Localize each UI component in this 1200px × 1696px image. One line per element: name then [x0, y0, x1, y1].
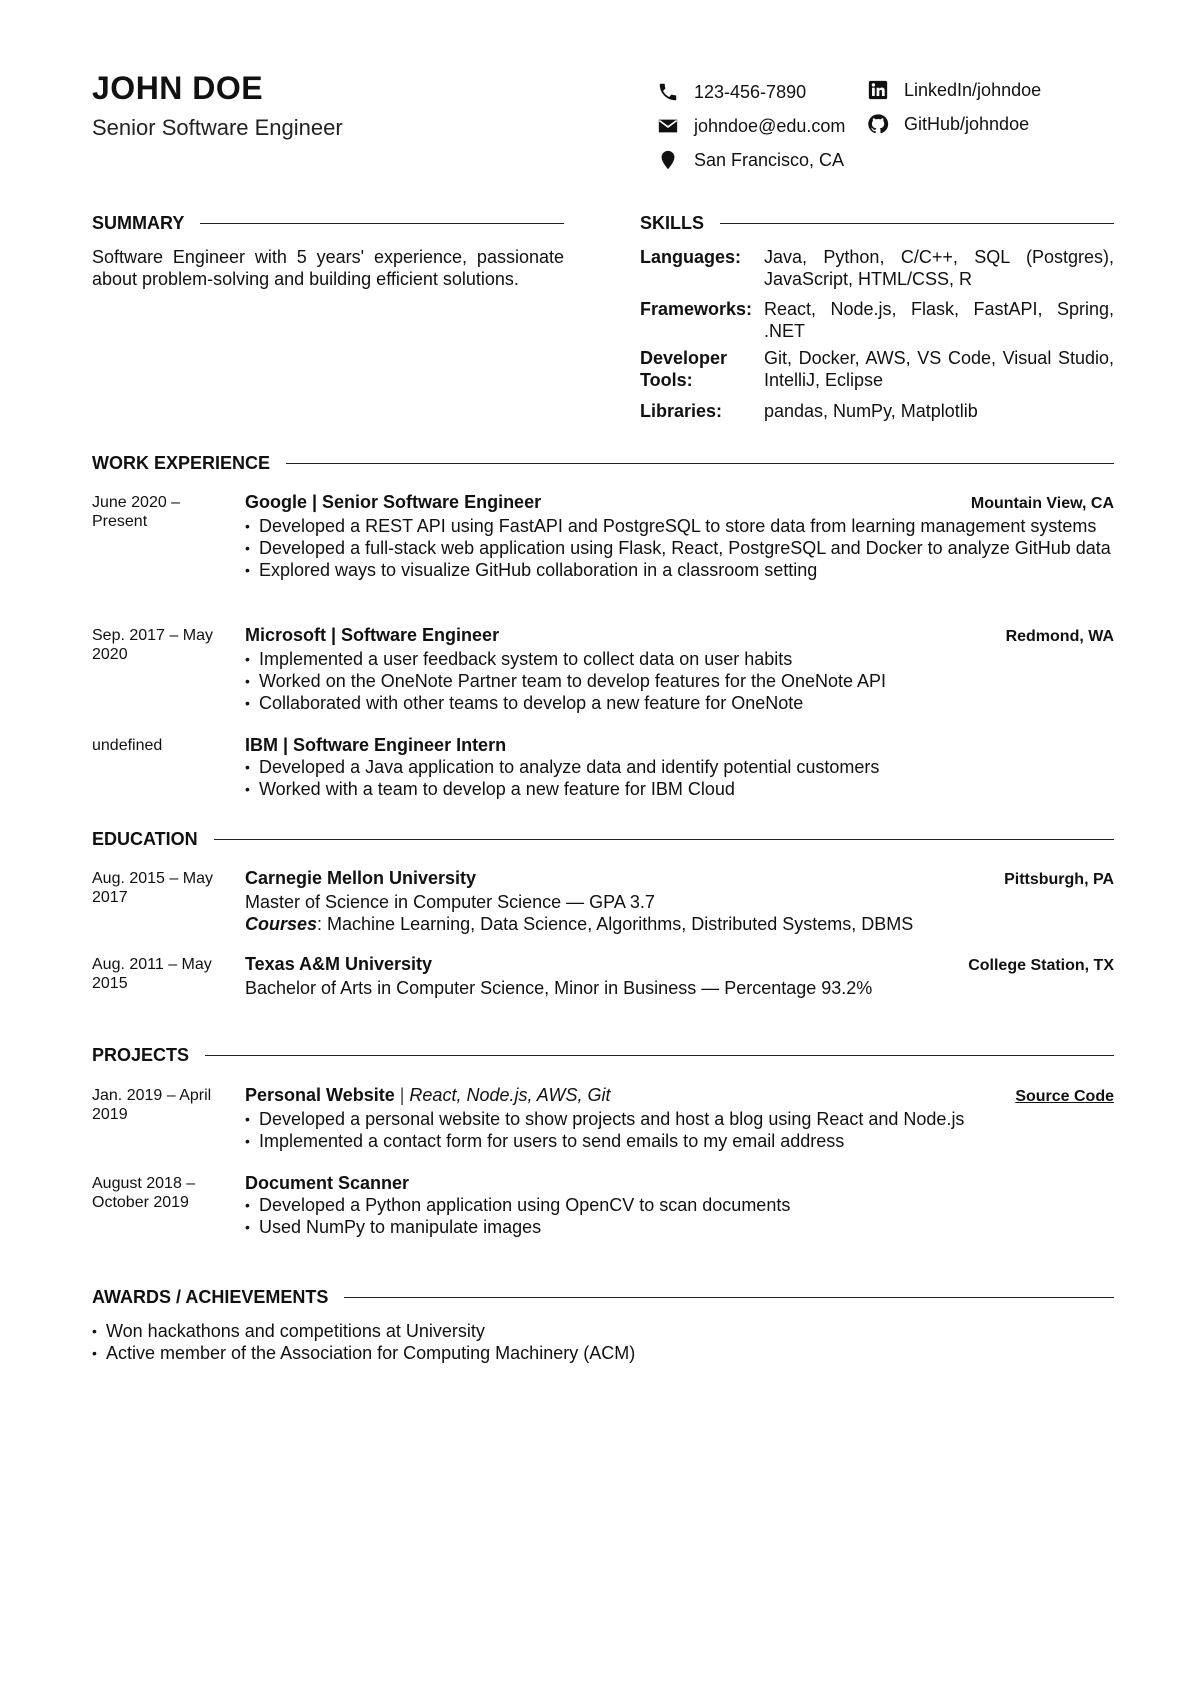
project-title: Document Scanner: [245, 1173, 410, 1193]
entry-location: Mountain View, CA: [970, 495, 1114, 512]
project-title: Personal Website: [245, 1085, 395, 1105]
bullet-item: • Developed a full-stack web application using Flask, React, PostgreSQL and Docker to analyze GitHub data: [245, 537, 1114, 559]
entry-date: undefined: [92, 737, 163, 754]
candidate-name: JOHN DOE: [92, 70, 264, 106]
entry-title: Microsoft | Software Engineer: [245, 625, 500, 645]
entry-title: Google | Senior Software Engineer: [245, 492, 542, 512]
skill-value: Java, Python, C/C++, SQL (Postgres), JavaScript, HTML/CSS, R: [764, 247, 1114, 289]
bullet-list: [245, 515, 1114, 581]
entry-body: [245, 734, 1114, 800]
bullet-list: [245, 648, 1114, 714]
entry-date: August 2018 – October 2019: [92, 1175, 196, 1211]
skills-heading-label: SKILLS: [640, 213, 705, 233]
linkedin-icon: [866, 78, 890, 102]
courses-line: [245, 913, 1114, 935]
divider: [344, 1297, 1114, 1298]
bullet-item: • Developed a REST API using FastAPI and PostgreSQL to store data from learning management systems: [245, 515, 1114, 537]
divider: [720, 223, 1114, 224]
bullet-item: • Used NumPy to manipulate images: [245, 1216, 1114, 1238]
entry-date: June 2020 – Present: [92, 494, 181, 530]
skill-label: Developer Tools:: [640, 348, 728, 390]
github-icon: [866, 112, 890, 136]
degree-text: Bachelor of Arts in Computer Science, Minor in Business — Percentage 93.2%: [245, 978, 873, 998]
work-heading: [92, 453, 1114, 474]
entry-body: [245, 624, 1114, 714]
bullet-item: • Collaborated with other teams to develop a new feature for OneNote: [245, 692, 1114, 714]
skill-row-libraries: [640, 400, 1114, 422]
projects-heading-label: PROJECTS: [92, 1045, 190, 1065]
location-text: San Francisco, CA: [694, 149, 845, 170]
bullet-item: • Developed a personal website to show projects and host a blog using React and Node.js: [245, 1108, 1114, 1130]
divider: [205, 1055, 1114, 1056]
school-name: Texas A&M University: [245, 954, 433, 974]
email-text: johndoe@edu.com: [694, 115, 846, 136]
bullet-item: • Worked on the OneNote Partner team to develop features for the OneNote API: [245, 670, 1114, 692]
contact-info: [656, 80, 1126, 190]
location-contact: [656, 148, 844, 172]
skill-label: Languages:: [640, 247, 742, 267]
entry-title-row: [245, 624, 1114, 648]
bullet-item: • Explored ways to visualize GitHub collaboration in a classroom setting: [245, 559, 1114, 581]
bullet-item: • Implemented a user feedback system to collect data on user habits: [245, 648, 1114, 670]
entry-location: College Station, TX: [968, 957, 1114, 974]
entry-title-row: [245, 1084, 1114, 1108]
source-code-link[interactable]: Source Code: [1015, 1088, 1114, 1105]
entry-body: [245, 1084, 1114, 1152]
linkedin-text: LinkedIn/johndoe: [904, 79, 1042, 100]
divider: [214, 839, 1114, 840]
skills-heading: [640, 213, 1114, 234]
summary-heading-label: SUMMARY: [92, 213, 185, 233]
entry-title-row: [245, 1172, 1114, 1194]
entry-title-row: [245, 953, 1114, 977]
email-contact[interactable]: [656, 114, 845, 138]
project-title-line: [245, 1084, 611, 1106]
entry-location: Pittsburgh, PA: [1004, 871, 1114, 888]
entry-body: [245, 867, 1114, 935]
bullet-item: • Developed a Python application using OpenCV to scan documents: [245, 1194, 1114, 1216]
projects-heading: [92, 1045, 1114, 1066]
award-item: • Active member of the Association for Computing Machinery (ACM): [92, 1342, 1114, 1364]
candidate-role: Senior Software Engineer: [92, 115, 343, 140]
entry-body: [245, 953, 1114, 999]
award-item: • Won hackathons and competitions at University: [92, 1320, 1114, 1342]
skill-label: Frameworks:: [640, 299, 753, 319]
courses-label: Courses: [245, 914, 318, 934]
map-pin-icon: [656, 148, 680, 172]
bullet-list: [245, 756, 1114, 800]
entry-date: Sep. 2017 – May 2020: [92, 627, 213, 663]
linkedin-contact[interactable]: [866, 78, 1041, 102]
entry-title-row: [245, 491, 1114, 515]
entry-location: Redmond, WA: [1005, 628, 1114, 645]
project-separator: |: [394, 1085, 410, 1105]
bullet-item: • Developed a Java application to analyze data and identify potential customers: [245, 756, 1114, 778]
envelope-icon: [656, 114, 680, 138]
entry-date: Jan. 2019 – April 2019: [92, 1087, 212, 1123]
summary-heading: [92, 213, 564, 234]
skill-value: pandas, NumPy, Matplotlib: [764, 401, 978, 421]
courses-text: : Machine Learning, Data Science, Algorithms, Distributed Systems, DBMS: [317, 914, 914, 934]
entry-title: IBM | Software Engineer Intern: [245, 735, 507, 755]
entry-body: [245, 1172, 1114, 1238]
entry-title-row: [245, 734, 1114, 756]
awards-heading-label: AWARDS / ACHIEVEMENTS: [92, 1287, 329, 1307]
degree-text: Master of Science in Computer Science — GPA 3.7: [245, 892, 655, 912]
education-heading-label: EDUCATION: [92, 829, 198, 849]
awards-list: [92, 1320, 1114, 1364]
phone-contact[interactable]: [656, 80, 806, 104]
skill-label: Libraries:: [640, 401, 723, 421]
skill-value: React, Node.js, Flask, FastAPI, Spring, .NET: [764, 299, 1114, 341]
github-text: GitHub/johndoe: [904, 113, 1030, 134]
divider: [286, 463, 1114, 464]
awards-heading: [92, 1287, 1114, 1308]
education-heading: [92, 829, 1114, 850]
skill-row-frameworks: [640, 298, 1114, 342]
entry-title-row: [245, 867, 1114, 891]
bullet-item: • Worked with a team to develop a new feature for IBM Cloud: [245, 778, 1114, 800]
bullet-item: • Implemented a contact form for users to send emails to my email address: [245, 1130, 1114, 1152]
work-heading-label: WORK EXPERIENCE: [92, 453, 271, 473]
bullet-list: [245, 1108, 1114, 1152]
divider: [200, 223, 564, 224]
skill-row-developer-tools: [640, 347, 1114, 391]
entry-date: Aug. 2015 – May 2017: [92, 870, 213, 906]
bullet-list: [245, 1194, 1114, 1238]
skill-value: Git, Docker, AWS, VS Code, Visual Studio, IntelliJ, Eclipse: [764, 348, 1114, 390]
summary-text: Software Engineer with 5 years' experience, passionate about problem-solving and building efficient solutions.: [92, 247, 564, 289]
project-tech: React, Node.js, AWS, Git: [409, 1085, 611, 1105]
github-contact[interactable]: [866, 112, 1029, 136]
phone-icon: [656, 80, 680, 104]
entry-date: Aug. 2011 – May 2015: [92, 956, 212, 992]
entry-body: [245, 491, 1114, 581]
school-name: Carnegie Mellon University: [245, 868, 477, 888]
phone-text: 123-456-7890: [694, 81, 807, 102]
skill-row-languages: [640, 246, 1114, 290]
